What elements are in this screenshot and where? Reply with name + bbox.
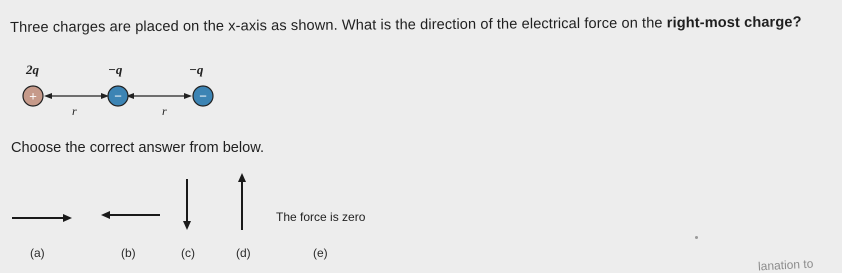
question-emphasis: right-most charge? [666,14,802,32]
arrow-down-icon[interactable] [183,179,191,230]
charge-label-2: −q [108,62,123,77]
option-e-text[interactable]: The force is zero [276,210,366,224]
positive-charge [23,86,43,106]
option-e-label[interactable]: (e) [313,246,328,260]
distance-label-1: r [72,104,77,118]
option-a-label[interactable]: (a) [30,246,45,260]
negative-charge-right [193,86,213,106]
negative-sign-icon: − [114,88,122,104]
negative-charge-middle [108,86,128,106]
arrow-up-icon[interactable] [238,173,246,230]
question-main: Three charges are placed on the x-axis as shown. What is the direction of the electrical force on the [10,15,667,36]
arrow-left-icon[interactable] [101,211,160,219]
question-text [10,11,802,39]
answer-prompt: Choose the correct answer from below. [11,140,265,156]
charges-diagram [0,55,260,130]
charge-label-3: −q [189,62,204,77]
cut-off-text: lanation to [757,256,814,273]
distance-arrow-2 [126,93,192,99]
charge-label-1: 2q [26,62,39,77]
distance-arrow-1 [44,93,109,99]
arrow-right-icon[interactable] [12,214,72,222]
option-b-label[interactable]: (b) [121,246,136,260]
positive-sign-icon: + [29,88,37,104]
distance-label-2: r [162,104,167,118]
negative-sign-icon: − [199,88,207,104]
option-c-label[interactable]: (c) [181,246,195,260]
option-d-label[interactable]: (d) [236,246,251,260]
stray-dot [695,236,698,239]
